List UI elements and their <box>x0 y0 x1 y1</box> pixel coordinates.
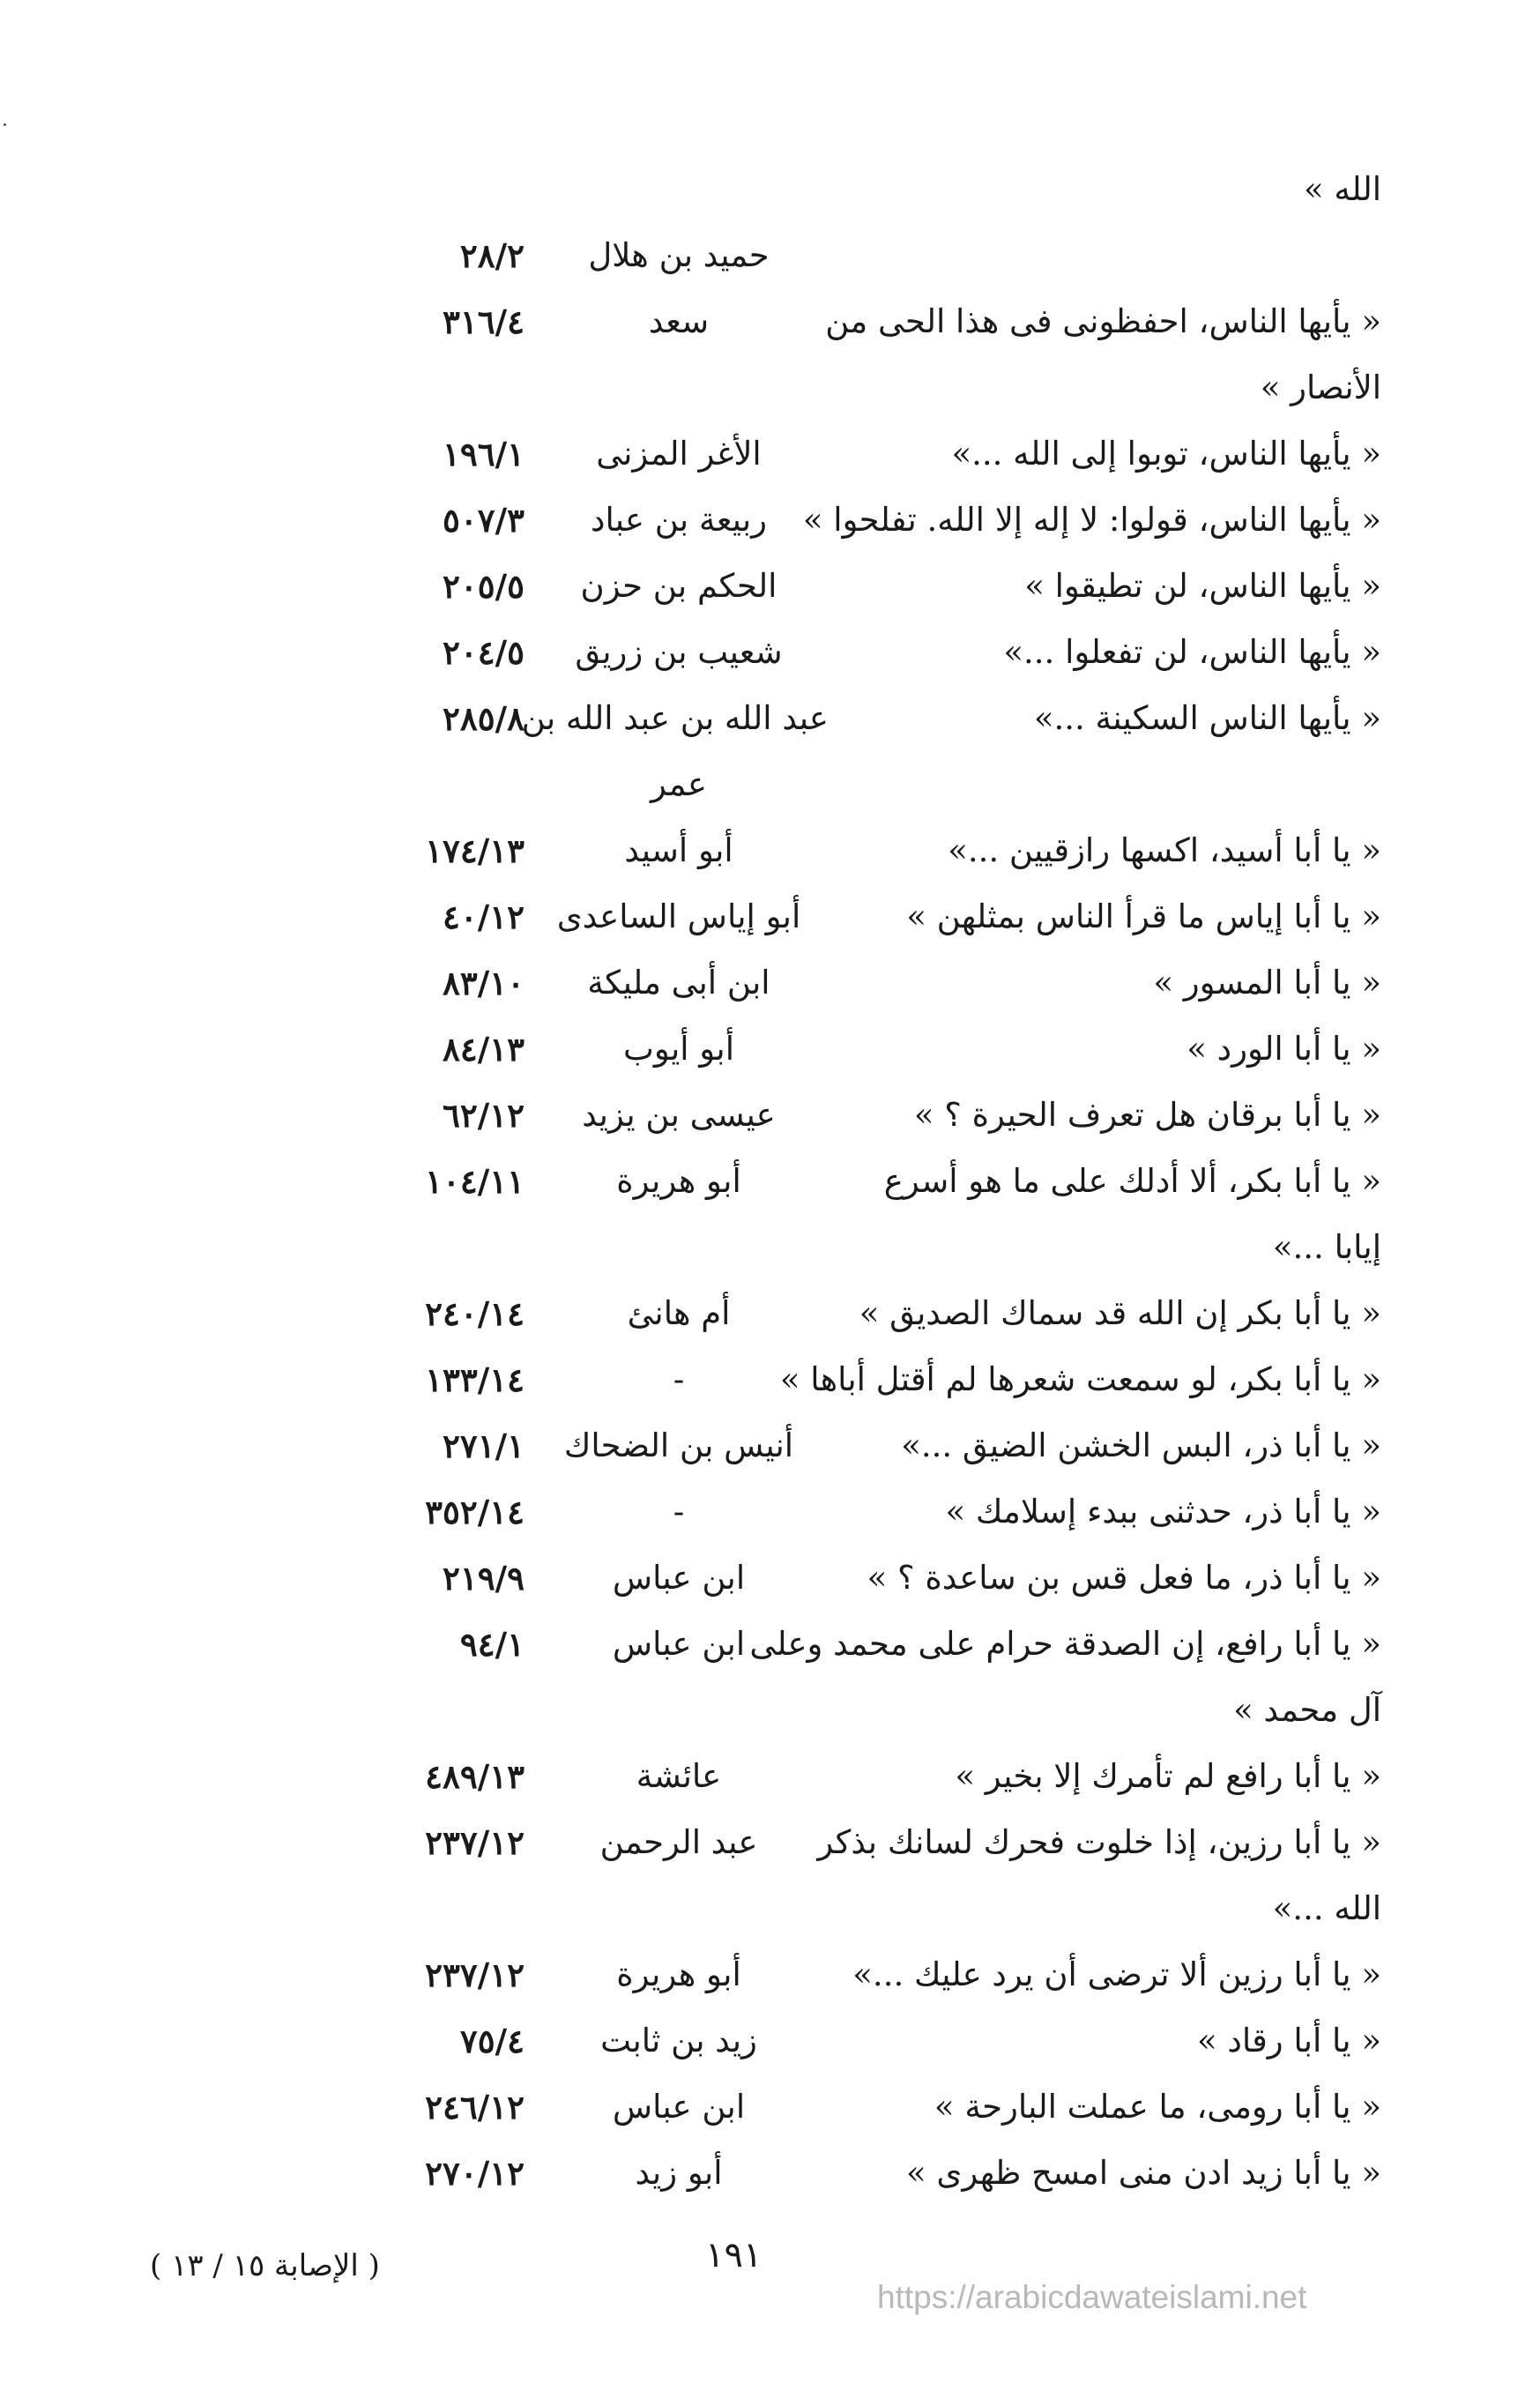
watermark-url: https://arabicdawateislami.net <box>877 2279 1307 2315</box>
volume-page-reference: ١٧٤/١٣ <box>425 831 524 870</box>
narrator-name: ابن عباس <box>612 1625 746 1663</box>
narrator-name: عيسى بن يزيد <box>582 1096 776 1134</box>
narrator-name: سعد <box>648 302 710 340</box>
volume-page-reference: ٣٥٢/١٤ <box>425 1493 524 1531</box>
hadith-text: « يا أبا بكر، لو سمعت شعرها لم أقتل أباها » <box>779 1360 1381 1398</box>
narrator-name: أبو أيوب <box>623 1030 734 1068</box>
index-row <box>0 1613 1540 1675</box>
footer-volume-reference: ( الإصابة ١٥ / ١٣ ) <box>150 2248 380 2283</box>
volume-page-reference: ٧٥/٤ <box>459 2022 524 2060</box>
index-row <box>0 1084 1540 1146</box>
index-row <box>0 1018 1540 1080</box>
hadith-text: « يأيها الناس السكينة ...» <box>1033 699 1381 737</box>
volume-page-reference: ٩٤/١ <box>459 1625 524 1664</box>
page-number: ١٩١ <box>705 2235 763 2276</box>
narrator-name: الحكم بن حزن <box>580 567 777 605</box>
hadith-text: آل محمد » <box>1233 1691 1381 1729</box>
index-row <box>0 688 1540 749</box>
narrator-name: زيد بن ثابت <box>600 2022 757 2060</box>
hadith-text: « يا أبا الورد » <box>1187 1030 1381 1068</box>
hadith-text: « يا أبا بكر، ألا أدلك على ما هو أسرع <box>883 1162 1381 1200</box>
index-row <box>0 2142 1540 2204</box>
hadith-text: « يأيها الناس، لن تطيقوا » <box>1024 567 1381 605</box>
volume-page-reference: ٢١٩/٩ <box>442 1559 524 1598</box>
index-row <box>0 489 1540 551</box>
index-row <box>0 1944 1540 2006</box>
volume-page-reference: ١٠٤/١١ <box>425 1162 524 1201</box>
hadith-text: « يا أبا زيد ادن منى امسح ظهرى » <box>906 2154 1381 2192</box>
narrator-name: أنيس بن الضحاك <box>563 1426 794 1464</box>
index-row <box>0 2076 1540 2138</box>
volume-page-reference: ٤٨٩/١٣ <box>425 1757 524 1796</box>
volume-page-reference: ٢٠٥/٥ <box>442 567 524 606</box>
index-row <box>0 952 1540 1014</box>
hadith-text: « يا أبا رزين، إذا خلوت فحرك لسانك بذكر <box>817 1823 1381 1861</box>
narrator-name: أبو إياس الساعدى <box>556 898 801 935</box>
hadith-text: « يأيها الناس، توبوا إلى الله ...» <box>951 435 1381 473</box>
volume-page-reference: ٢٤٠/١٤ <box>425 1294 524 1333</box>
volume-page-reference: ٤٠/١٢ <box>442 898 524 936</box>
volume-page-reference: ١٩٦/١ <box>442 435 524 473</box>
hadith-text: « يا أبا ذر، البس الخشن الضيق ...» <box>901 1426 1381 1464</box>
hadith-text: « يا أبا ذر، ما فعل قس بن ساعدة ؟ » <box>867 1559 1381 1597</box>
volume-page-reference: ٣١٦/٤ <box>442 302 524 341</box>
hadith-text: « يا أبا برقان هل تعرف الحيرة ؟ » <box>913 1096 1381 1134</box>
index-row <box>0 1283 1540 1345</box>
index-row <box>0 555 1540 617</box>
index-row <box>0 423 1540 485</box>
hadith-text: « يأيها الناس، احفظونى فى هذا الحى من <box>825 302 1381 340</box>
index-row <box>0 1481 1540 1543</box>
narrator-name: - <box>673 1360 685 1398</box>
index-row <box>0 1680 1540 1741</box>
narrator-name: أبو أسيد <box>624 831 733 869</box>
hadith-text: « يا أبا رومى، ما عملت البارحة » <box>934 2088 1381 2126</box>
narrator-name: - <box>673 1493 685 1531</box>
index-row <box>0 1746 1540 1807</box>
narrator-name: عبد الله بن عبد الله بن <box>521 699 829 737</box>
hadith-text: « يا أبا أسيد، اكسها رازقيين ...» <box>948 831 1381 869</box>
narrator-name: حميد بن هلال <box>588 236 770 274</box>
index-row <box>0 1415 1540 1477</box>
hadith-text: « يا أبا المسور » <box>1153 964 1381 1002</box>
hadith-text: « يا أبا بكر إن الله قد سماك الصديق » <box>859 1294 1381 1332</box>
narrator-name: أم هانئ <box>627 1294 731 1332</box>
volume-page-reference: ٢٣٧/١٢ <box>425 1823 524 1862</box>
narrator-name: ابن أبى مليكة <box>587 964 770 1002</box>
index-row <box>0 886 1540 948</box>
hadith-text: « يا أبا إياس ما قرأ الناس بمثلهن » <box>906 898 1381 935</box>
index-row <box>0 1878 1540 1940</box>
index-row <box>0 291 1540 353</box>
hadith-text: إيابا ...» <box>1272 1228 1381 1266</box>
hadith-text: الله ...» <box>1272 1889 1381 1927</box>
volume-page-reference: ٢٣٧/١٢ <box>425 1955 524 1994</box>
narrator-name: الأغر المزنى <box>596 435 762 473</box>
index-row <box>0 357 1540 419</box>
hadith-text: الأنصار » <box>1260 369 1381 406</box>
volume-page-reference: ١٣٣/١٤ <box>425 1360 524 1399</box>
volume-page-reference: ٨٣/١٠ <box>442 964 524 1002</box>
narrator-name: ابن عباس <box>612 2088 746 2126</box>
index-row <box>0 159 1540 220</box>
index-row <box>0 2010 1540 2072</box>
hadith-text: « يا أبا رافع لم تأمرك إلا بخير » <box>955 1757 1381 1795</box>
narrator-name: عمر <box>651 765 707 803</box>
volume-page-reference: ٦٢/١٢ <box>442 1096 524 1135</box>
hadith-text: « يأيها الناس، قولوا: لا إله إلا الله. تفلحوا » <box>802 501 1381 539</box>
index-row <box>0 820 1540 882</box>
index-row <box>0 1547 1540 1609</box>
narrator-name: أبو هريرة <box>616 1955 741 1993</box>
volume-page-reference: ٢٨/٢ <box>459 236 524 275</box>
volume-page-reference: ٨٤/١٣ <box>442 1030 524 1069</box>
narrator-name: أبو زيد <box>635 2154 723 2192</box>
index-row <box>0 754 1540 816</box>
hadith-text: « يا أبا رزين ألا ترضى أن يرد عليك ...» <box>852 1955 1381 1993</box>
volume-page-reference: ٢٠٤/٥ <box>442 633 524 672</box>
hadith-text: « يأيها الناس، لن تفعلوا ...» <box>1003 633 1381 671</box>
hadith-text: « يا أبا رافع، إن الصدقة حرام على محمد وعلى <box>749 1625 1381 1663</box>
hadith-text: الله » <box>1303 170 1381 208</box>
index-row <box>0 1217 1540 1278</box>
volume-page-reference: ٢٨٥/٨ <box>442 699 524 738</box>
volume-page-reference: ٢٧٠/١٢ <box>425 2154 524 2193</box>
hadith-text: « يا أبا ذر، حدثنى ببدء إسلامك » <box>945 1493 1381 1531</box>
narrator-name: ابن عباس <box>612 1559 746 1597</box>
index-row <box>0 225 1540 287</box>
narrator-name: ربيعة بن عباد <box>591 501 767 539</box>
narrator-name: أبو هريرة <box>616 1162 741 1200</box>
index-row <box>0 1812 1540 1873</box>
volume-page-reference: ٥٠٧/٣ <box>442 501 524 540</box>
margin-mark <box>4 123 6 126</box>
hadith-text: « يا أبا رقاد » <box>1196 2022 1381 2060</box>
volume-page-reference: ٢٤٦/١٢ <box>425 2088 524 2127</box>
narrator-name: عبد الرحمن <box>599 1823 758 1861</box>
index-row <box>0 622 1540 683</box>
index-row <box>0 1349 1540 1411</box>
narrator-name: عائشة <box>636 1757 722 1795</box>
volume-page-reference: ٢٧١/١ <box>442 1426 524 1465</box>
index-row <box>0 1151 1540 1212</box>
narrator-name: شعيب بن زريق <box>575 633 783 671</box>
